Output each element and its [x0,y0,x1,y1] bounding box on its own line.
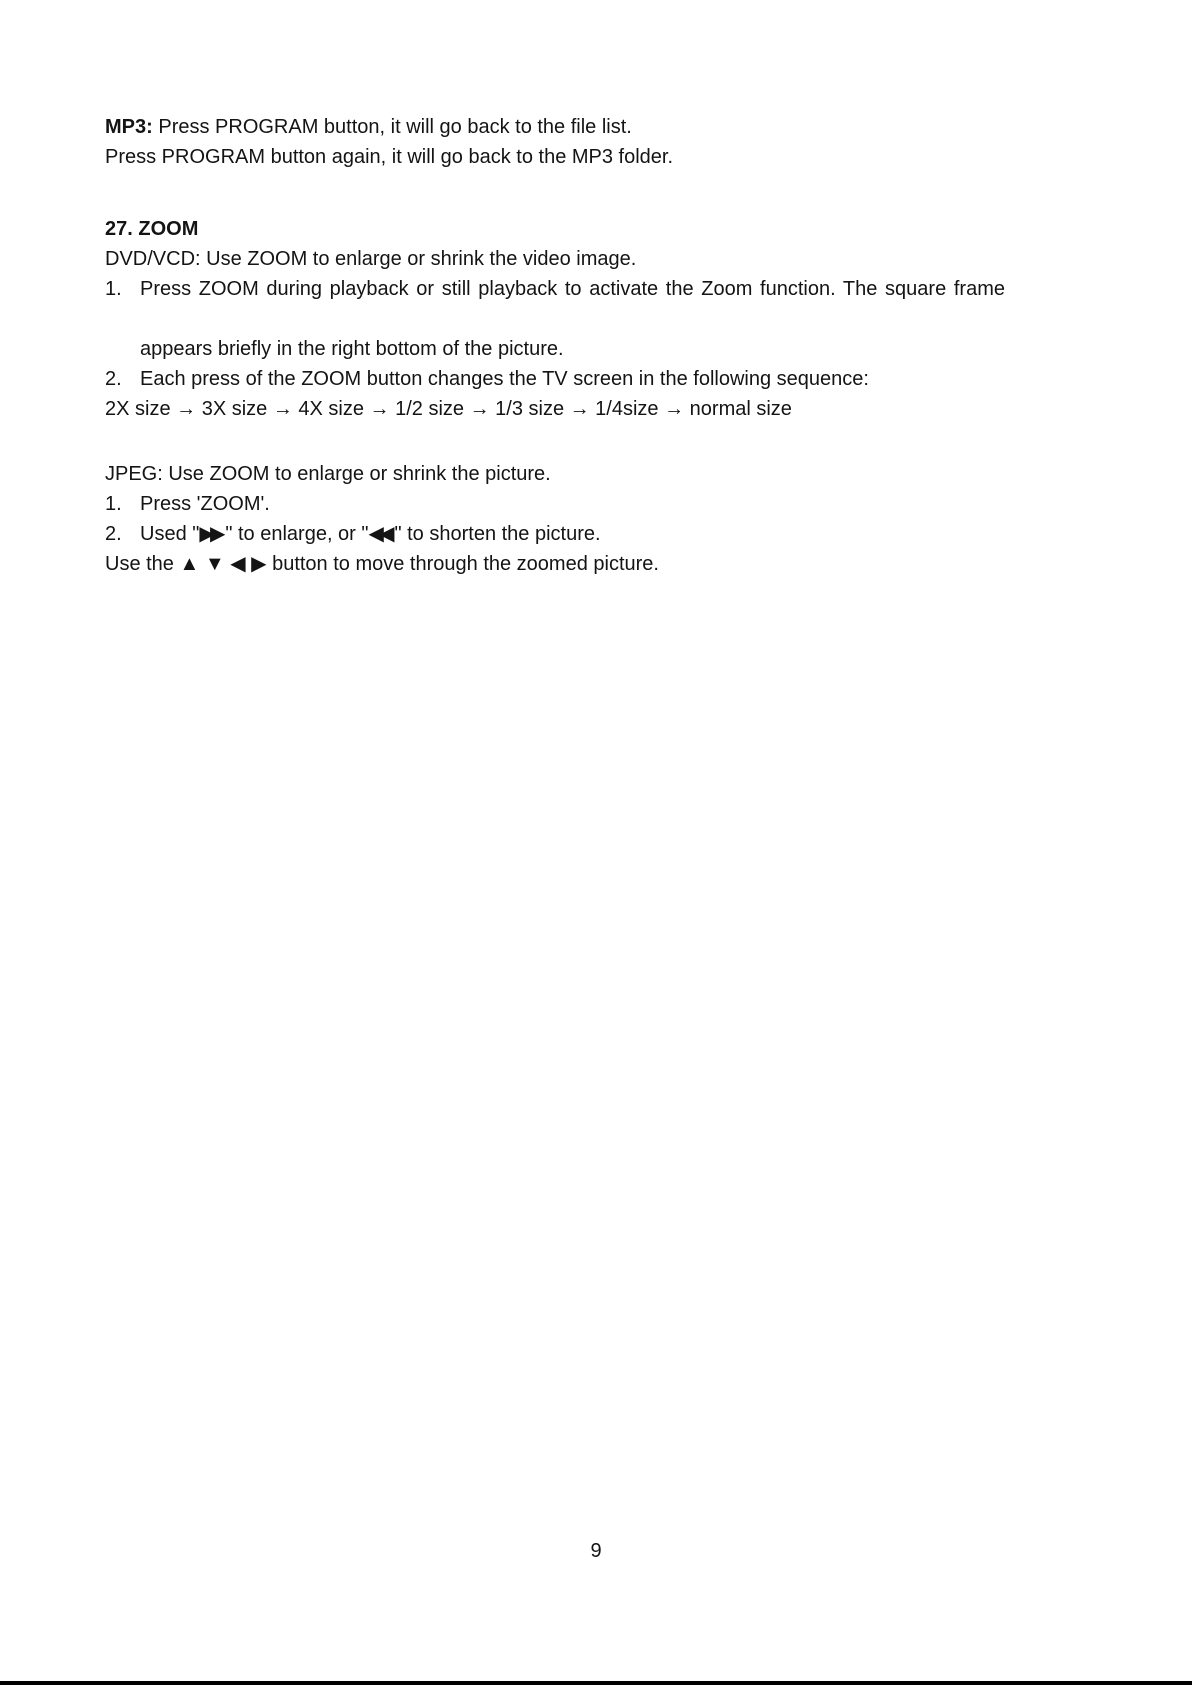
page-content [105,112,1005,579]
mp3-paragraph-line1 [105,112,1005,142]
list-item-body [140,274,1005,364]
zoom-intro: DVD/VCD: Use ZOOM to enlarge or shrink the video image. [105,248,637,270]
fast-forward-icon: ▶▶ [199,523,221,545]
jpeg-move-note [105,549,1005,579]
list-number: 1. [105,278,122,300]
mp3-paragraph-line2: Press PROGRAM button again, it will go back to the MP3 folder. [105,146,674,168]
zoom-item2-text: Each press of the ZOOM button changes the TV screen in the following sequence: [140,368,869,390]
jpeg-item2-post: " to shorten the picture. [394,523,601,545]
jpeg-item1-text: Press 'ZOOM'. [140,493,270,515]
list-number: 1. [105,493,122,515]
mp3-label: MP3: [105,116,153,138]
rewind-icon: ◀◀ [368,523,390,545]
mp3-line1-text: Press PROGRAM button, it will go back to the file list. [152,116,632,138]
jpeg-list-item-1 [105,489,1005,519]
jpeg-item2-text [140,519,1005,549]
move-note-post: button to move through the zoomed picture. [266,553,659,575]
zoom-item1-line2: appears briefly in the right bottom of the picture. [140,338,564,360]
move-note-pre: Use the [105,553,180,575]
zoom-size-sequence: 2X size → 3X size → 4X size → 1/2 size → 1/3 size → 1/4size → normal size [105,398,792,420]
bottom-edge-bar [0,1681,1192,1685]
section-heading-zoom: 27. ZOOM [105,218,199,240]
jpeg-item2-pre: Used " [140,523,200,545]
page-number: 9 [590,1540,602,1562]
list-number: 2. [105,368,122,390]
zoom-list-item-2 [105,364,1005,394]
zoom-item1-line1: Press ZOOM during playback or still playback to activate the Zoom function. The square frame [140,278,1005,300]
jpeg-list-item-2 [105,519,1005,549]
direction-arrows-icon: ▲ ▼ ◀ ▶ [179,553,267,575]
jpeg-item2-mid: " to enlarge, or " [225,523,369,545]
jpeg-intro: JPEG: Use ZOOM to enlarge or shrink the picture. [105,463,551,485]
zoom-list-item-1 [105,274,1005,364]
list-number: 2. [105,523,122,545]
